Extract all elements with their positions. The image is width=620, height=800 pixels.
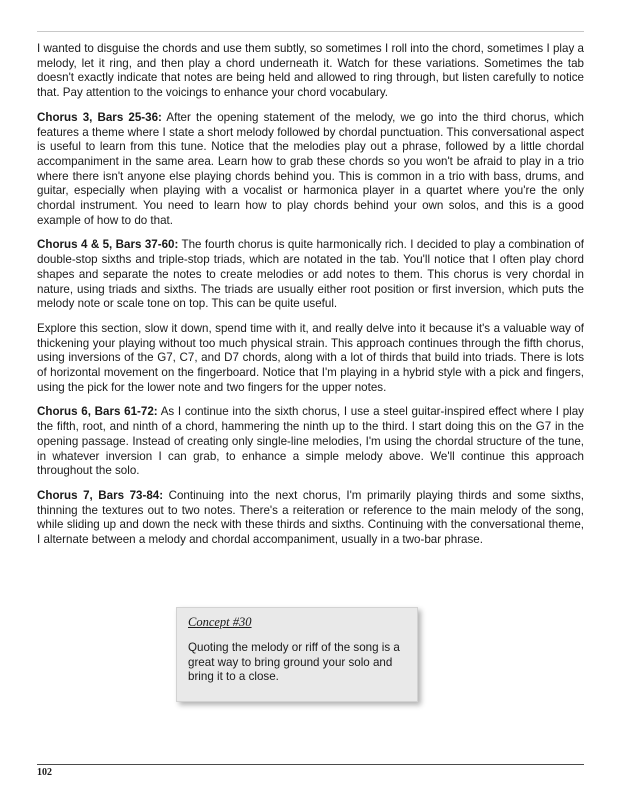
paragraph-chorus-4-5 [37,238,584,312]
paragraph-heading: Chorus 7, Bars 73-84: [37,488,164,502]
paragraph-heading: Chorus 3, Bars 25-36: [37,110,162,124]
concept-callout [176,607,418,702]
concept-title: Concept #30 [188,615,252,629]
paragraph-text: As I continue into the sixth chorus, I use a steel guitar-inspired effect where I play the fifth, root, and ninth of a chord, hammering the ninth up to the third. I start doing this on the G7 in the opening passage. Instead of creating only single-line melodies, I'm using the chordal structure of the tune, in whatever inversion I can grab, to enhance a simple melody above. We'll continue this approach throughout the solo. [37,405,584,478]
paragraph-text: The fourth chorus is quite harmonically rich. I decided to play a combination of double-stop sixths and triple-stop triads, which are notated in the tab. You'll notice that I often play chord shapes and separate the notes to create melodies or add notes to them. This chorus is very chordal in nature, using triads and sixths. The triads are usually either root position or first inversion, which puts the melody note or scale tone on top. This can be quite useful. [37,238,584,311]
body-text [37,42,584,558]
paragraph-heading: Chorus 4 & 5, Bars 37-60: [37,238,179,252]
paragraph-heading: Chorus 6, Bars 61-72: [37,405,158,419]
paragraph-text: Explore this section, slow it down, spend time with it, and really delve into it because it's a valuable way of thickening your playing without too much physical strain. This approach continues through the fifth chorus, using inversions of the G7, C7, and D7 chords, along with a lot of thirds that build into triads. There is lots of horizontal movement on the fingerboard. Notice that I'm playing in a hybrid style with a pick and fingers, using the pick for the lower note and two fingers for the upper notes. [37,321,584,394]
paragraph-explore [37,322,584,396]
header-rule [37,31,584,32]
paragraph-text: After the opening statement of the melody, we go into the third chorus, which features a theme where I state a short melody followed by chordal punctuation. This conversational aspect is useful to learn from this tune. Notice that the melodies play out a phrase, followed by a little chordal accompaniment in the same area. Learn how to grab these chords so you won't be afraid to play in a trio where there isn't anyone else playing chords behind you. This is common in a trio with bass, drums, and guitar, especially when playing with a vocalist or harmonica player in a quartet where you're the only chordal instrument. You need to learn how to play chords behind your own solos, and this is a good example of how to do that. [37,110,584,227]
paragraph-intro [37,42,584,101]
paragraph-chorus-3 [37,111,584,229]
paragraph-text: Continuing into the next chorus, I'm primarily playing thirds and some sixths, thinning the textures out to two notes. There's a reiteration or reference to the main melody of the song, while sliding up and down the neck with these thirds and sixths. Continuing with the conversational theme, I alternate between a melody and chordal accompaniment, usually in a two-bar phrase. [37,488,584,547]
paragraph-text: I wanted to disguise the chords and use them subtly, so sometimes I roll into the chord, sometimes I play a melody, let it ring, and then play a chord underneath it. Watch for these variations. Sometimes the tab doesn't exactly indicate that notes are being held and allowed to ring through, but listen carefully to notice that. Pay attention to the voicings to enhance your chord vocabulary. [37,42,584,100]
paragraph-chorus-6 [37,405,584,479]
page-number: 102 [37,767,52,778]
concept-text: Quoting the melody or riff of the song is a great way to bring ground your solo and bring it to a close. [188,641,400,684]
footer-rule [37,764,584,765]
paragraph-chorus-7 [37,489,584,548]
